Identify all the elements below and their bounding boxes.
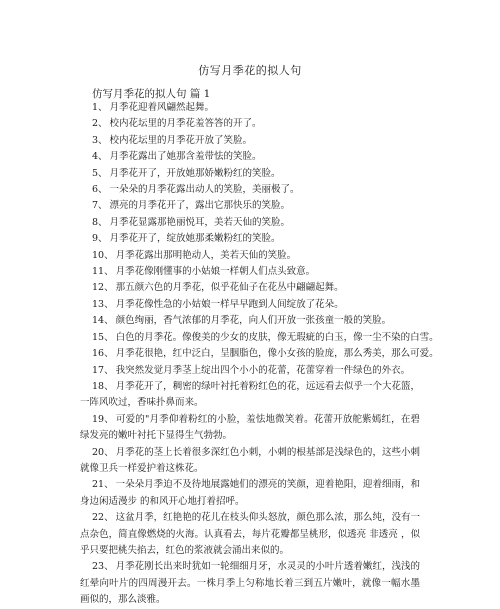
item-number: 9、 bbox=[92, 233, 108, 245]
item-text: 漂亮的月季花开了，露出它那快乐的笑脸。 bbox=[109, 200, 291, 212]
item-number: 8、 bbox=[92, 216, 108, 228]
item-text: 月季花像性急的小姑娘一样早早跑到人间绽放了花朵。 bbox=[115, 298, 344, 310]
item-text: 月季花开了，稠密的绿叶衬托着粉红色的花，远远看去似乎一个大花篮，一阵风吹过，香味扑鼻而来。 bbox=[80, 380, 420, 409]
list-item bbox=[80, 363, 420, 379]
list-item bbox=[80, 346, 439, 362]
item-number: 20、 bbox=[92, 446, 114, 458]
list-item bbox=[80, 133, 420, 149]
list-item bbox=[80, 559, 420, 608]
list-item bbox=[80, 116, 420, 132]
item-text: 月季花很艳，红中泛白，呈胭脂色，像小女孩的脸庞，那么秀美，那么可爱。 bbox=[115, 348, 439, 360]
item-text: 校内花坛里的月季花羞答答的开了。 bbox=[109, 118, 262, 130]
item-text: 一朵朵月季迫不及待地展露她们的漂亮的笑颜，迎着艳阳，迎着细雨，和身边闲适漫步 的和风开心地打着招呼。 bbox=[80, 479, 420, 507]
item-text: 月季花显露那艳丽悦耳，美若天仙的笑脸。 bbox=[109, 216, 291, 228]
list-item bbox=[80, 313, 420, 329]
section-heading: 仿写月季花的拟人句 篇 1 bbox=[92, 88, 211, 100]
item-text: 我突然发觉月季茎上绽出四个小小的花蕾，花蕾穿着一件绿色的外衣。 bbox=[115, 364, 411, 376]
page-title: 仿写月季花的拟人句 bbox=[198, 64, 302, 77]
item-text: 月季花像刚懂事的小姑娘一样朝人们点头致意。 bbox=[115, 266, 316, 278]
list-item bbox=[80, 280, 420, 296]
list-item bbox=[80, 264, 420, 280]
list-item bbox=[80, 477, 420, 510]
item-number: 11、 bbox=[92, 266, 114, 278]
item-text: 月季花露出了她那含羞带怯的笑脸。 bbox=[109, 151, 262, 163]
item-text: 校内花坛里的月季花开放了笑脸。 bbox=[109, 134, 253, 146]
item-number: 22、 bbox=[92, 512, 114, 524]
list-item bbox=[80, 297, 420, 313]
list-item bbox=[80, 510, 420, 559]
item-number: 14、 bbox=[92, 315, 114, 327]
item-number: 19、 bbox=[92, 413, 114, 425]
item-number: 23、 bbox=[92, 561, 114, 573]
item-text: 颜色绚丽，香气浓郁的月季花，向人们开放一张孩童一般的笑脸。 bbox=[115, 315, 392, 327]
item-number: 15、 bbox=[92, 331, 114, 343]
list-item bbox=[80, 330, 439, 346]
item-text: 月季花迎着风翩然起舞。 bbox=[109, 102, 215, 113]
item-text: 白色的月季花。像俊美的少女的皮肤，像无瑕疵的白玉，像一尘不染的白雪。 bbox=[115, 331, 439, 343]
item-number: 12、 bbox=[92, 282, 114, 294]
item-text: 月季花开了，绽放她那柔嫩粉红的笑脸。 bbox=[109, 233, 281, 245]
item-number: 10、 bbox=[92, 249, 114, 261]
item-number: 16、 bbox=[92, 348, 114, 360]
list-item bbox=[80, 379, 420, 412]
item-text: 月季花的茎上长着很多深红色小刺，小刺的根基部是浅绿色的，这些小刺就像卫兵一样爱护着这株花。 bbox=[80, 446, 420, 474]
item-number: 3、 bbox=[92, 134, 108, 146]
list-item bbox=[80, 149, 420, 165]
item-text: 这盆月季，红艳艳的花儿在枝头仰头怒放，颜色那么浓，那么纯，没有一点杂色，简直像燃烧的火海。认真看去，每片花瓣都呈桃形，似透亮 非透亮 ，似乎只要把桃失掐去，红色的浆液就会涌出来似的。 bbox=[80, 512, 420, 556]
list-item bbox=[80, 231, 420, 247]
item-text: 月季花开了，开放她那娇嫩粉红的笑脸。 bbox=[109, 167, 281, 179]
list-item bbox=[80, 198, 420, 214]
item-number: 21、 bbox=[92, 479, 114, 491]
list-item bbox=[80, 412, 420, 445]
item-number: 4、 bbox=[92, 151, 108, 163]
item-number: 5、 bbox=[92, 167, 108, 179]
list-item bbox=[80, 100, 420, 116]
list-item bbox=[80, 215, 420, 231]
list-item bbox=[80, 445, 420, 478]
item-number: 6、 bbox=[92, 184, 108, 196]
item-number: 2、 bbox=[92, 118, 108, 130]
item-number: 7、 bbox=[92, 200, 108, 212]
item-text: 那五颜六色的月季花，似乎花仙子在花丛中翩翩起舞。 bbox=[115, 282, 344, 294]
item-number: 18、 bbox=[92, 380, 114, 392]
item-number: 1、 bbox=[92, 102, 108, 113]
item-number: 17、 bbox=[92, 364, 114, 376]
list-item bbox=[80, 248, 420, 264]
sentence-list bbox=[80, 100, 439, 609]
item-text: 可爱的"月季仰着粉红的小脸，羞怯地微笑着。花蕾开放舵紫嫣红，在碧绿发亮的嫩叶衬托下显得生气勃勃。 bbox=[80, 413, 421, 442]
item-text: 月季花露出那明艳动人，美若天仙的笑脸。 bbox=[115, 249, 297, 261]
item-number: 13、 bbox=[92, 298, 114, 310]
item-text: 月季花刚长出来时犹如一轮细细月牙，水灵灵的小叶片透着嫩红，浅浅的红晕向叶片的四周漫开去。一株月季上匀称地长着三到五片嫩叶，就像一幅水墨画似的，那么淡雅。 bbox=[80, 561, 420, 606]
item-text: 一朵朵的月季花露出动人的笑脸，美丽极了。 bbox=[109, 184, 300, 196]
list-item bbox=[80, 182, 420, 198]
list-item bbox=[80, 166, 420, 182]
